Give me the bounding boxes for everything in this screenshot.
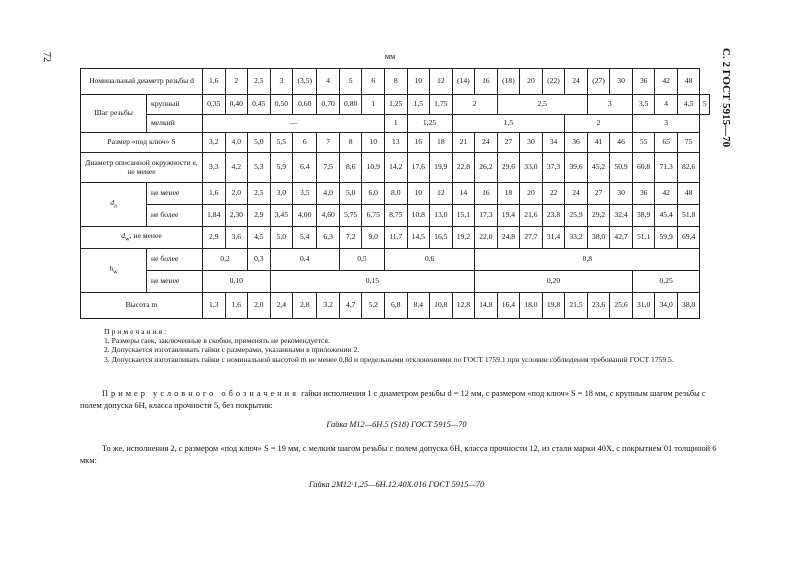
table-cell: 0,10 (203, 271, 271, 293)
table-cell: 19,8 (542, 293, 565, 319)
table-cell: 1,5 (452, 115, 565, 133)
note-item: 2. Допускается изготавливать гайки с размерами, указанными в приложении 2. (104, 345, 360, 355)
table-cell: 5,9 (270, 153, 293, 183)
table-cell: 0,25 (632, 271, 700, 293)
table-cell: 38,0 (587, 227, 610, 249)
table-cell: 1,84 (203, 205, 226, 227)
table-cell: 2 (452, 95, 497, 115)
table-cell: 3 (270, 69, 293, 95)
table-cell: 16 (407, 133, 430, 153)
height-label: Высота m (81, 293, 203, 319)
table-cell: 1 (362, 95, 385, 115)
table-cell: 21,5 (565, 293, 588, 319)
table-cell: 6,8 (385, 293, 408, 319)
table-cell: 5,5 (270, 133, 293, 153)
table-cell: 13 (385, 133, 408, 153)
table-cell: 8,75 (385, 205, 408, 227)
table-cell: 27 (497, 133, 520, 153)
table-cell: 8 (385, 69, 408, 95)
table-cell: 0,8 (475, 249, 700, 271)
table-cell: 38,0 (677, 293, 700, 319)
table-cell: 42,7 (610, 227, 633, 249)
table-cell: 82,6 (677, 153, 700, 183)
pitch-coarse-label: крупный (147, 95, 203, 115)
table-row (81, 227, 710, 249)
notes-block (104, 327, 714, 364)
table-row (81, 95, 710, 115)
table-cell: 14,2 (385, 153, 408, 183)
table-cell: 22 (542, 183, 565, 205)
table-cell: 16 (475, 183, 498, 205)
table-row (81, 153, 710, 183)
table-cell: 5,2 (362, 293, 385, 319)
table-row (81, 133, 710, 153)
table-cell: 0,40 (225, 95, 248, 115)
table-cell: 0,35 (203, 95, 226, 115)
document-header: С. 2 ГОСТ 5915—70 (720, 48, 732, 148)
table-cell: 1,75 (430, 95, 453, 115)
table-cell: 2,5 (248, 69, 271, 95)
table-cell: 36 (632, 183, 655, 205)
table-cell: 1,5 (407, 95, 430, 115)
example-text: гайки исполнения 1 с диаметром резьбы d = 12 мм, с размером «под ключ» S = 18 мм, с крупным шагом резьбы с полем допуска 6Н, класса прочности 5, без покрытия: (80, 389, 706, 410)
table-cell: 2 (225, 69, 248, 95)
table-cell: 10,8 (407, 205, 430, 227)
example-designation: Гайка М12—6Н.5 (S18) ГОСТ 5915—70 (326, 420, 467, 429)
example-lead: Пример условного обозначения (102, 389, 299, 398)
table-cell: 23,8 (542, 205, 565, 227)
table-cell: 5,4 (293, 227, 317, 249)
table-cell: 37,3 (542, 153, 565, 183)
min-label: не менее (147, 183, 203, 205)
table-cell: 30 (520, 133, 543, 153)
note-item: 1. Размеры гаек, заключенные в скобки, применять не рекомендуется. (104, 336, 330, 346)
table-cell: 5,0 (248, 133, 271, 153)
table-cell: 30 (610, 69, 633, 95)
table-cell: 3,45 (270, 205, 293, 227)
table-cell: 24 (475, 133, 498, 153)
table-cell: 7 (317, 133, 340, 153)
table-cell: 0,60 (293, 95, 317, 115)
table-cell: 2,5 (497, 95, 587, 115)
table-cell: 0,70 (317, 95, 340, 115)
table-cell: 75 (677, 133, 700, 153)
table-cell: 3 (587, 95, 632, 115)
table-cell: 12,8 (452, 293, 475, 319)
table-cell: 3 (632, 115, 700, 133)
table-cell: 32,4 (610, 205, 633, 227)
table-cell: 13,0 (430, 205, 453, 227)
table-row (81, 293, 710, 319)
table-cell: 6,3 (317, 227, 340, 249)
table-cell: 50,9 (610, 153, 633, 183)
table-cell: 48 (677, 69, 700, 95)
page-number: 72 (41, 52, 52, 62)
table-cell: 1,3 (203, 293, 226, 319)
table-cell: 5,3 (248, 153, 271, 183)
table-cell: 5 (700, 95, 710, 115)
table-cell: 0,15 (270, 271, 475, 293)
note-item: 3. Допускается изготавливать гайки с номинальной высотой m не менее 0,8d и предельными отклонениями по ГОСТ 1759.1 при условии соблюдения требований ГОСТ 1759.5. (104, 354, 674, 364)
table-cell: 0,45 (248, 95, 271, 115)
table-cell: 3,0 (270, 183, 293, 205)
table-cell: 16,5 (430, 227, 453, 249)
max-label: не более (147, 205, 203, 227)
table-cell: 45,4 (655, 205, 678, 227)
table-cell: 24,8 (497, 227, 520, 249)
table-cell: (22) (542, 69, 565, 95)
table-cell: 41 (587, 133, 610, 153)
table-cell: 0,50 (270, 95, 293, 115)
table-cell: 30 (610, 183, 633, 205)
table-cell: 6,75 (362, 205, 385, 227)
table-cell: 10 (362, 133, 385, 153)
table-cell: 31,0 (632, 293, 655, 319)
table-cell: 59,9 (655, 227, 678, 249)
table-cell: 42 (655, 69, 678, 95)
table-cell: 26,2 (475, 153, 498, 183)
table-row (81, 115, 710, 133)
table-cell: 17,3 (475, 205, 498, 227)
table-cell: 4 (317, 69, 340, 95)
table-cell: 21,6 (520, 205, 543, 227)
table-cell: 45,2 (587, 153, 610, 183)
table-cell: 1 (385, 115, 408, 133)
table-cell: 34,0 (655, 293, 678, 319)
table-cell: 36 (565, 133, 588, 153)
table-cell: 18 (497, 183, 520, 205)
thread-diameter-label: Номинальный диаметр резьбы d (81, 69, 203, 95)
unit-label: мм (385, 52, 396, 61)
table-cell: 1,25 (407, 115, 452, 133)
table-cell: 20 (520, 69, 543, 95)
table-cell: 38,9 (632, 205, 655, 227)
table-cell: 34 (542, 133, 565, 153)
dw-label: $d_w$, не менее (81, 227, 203, 249)
table-cell: 33,2 (565, 227, 588, 249)
circumscribed-diameter-label: Диаметр описанной окружности e, не менее (81, 153, 203, 183)
table-cell: 18,0 (520, 293, 543, 319)
table-cell: 33,0 (520, 153, 543, 183)
table-row (81, 271, 710, 293)
table-cell: 55 (632, 133, 655, 153)
table-cell: 4,00 (293, 205, 317, 227)
table-cell: 31,4 (542, 227, 565, 249)
pitch-label: Шаг резьбы (81, 95, 147, 133)
table-cell: 23,6 (587, 293, 610, 319)
table-cell: 10,9 (362, 153, 385, 183)
table-cell: 1,25 (385, 95, 408, 115)
table-cell: 42 (655, 183, 678, 205)
table-cell: 46 (610, 133, 633, 153)
table-cell: 14 (452, 183, 475, 205)
table-cell: 15,1 (452, 205, 475, 227)
hw-label: $h_w$ (81, 249, 147, 293)
table-cell: 2,5 (248, 183, 271, 205)
table-cell: 10 (407, 69, 430, 95)
table-cell: 2,9 (248, 205, 271, 227)
table-cell: 3,6 (225, 227, 248, 249)
table-cell: 4,0 (317, 183, 340, 205)
table-cell: 3,2 (203, 133, 226, 153)
table-cell: 5,75 (339, 205, 362, 227)
table-cell: 0,20 (475, 271, 633, 293)
table-cell: 0,6 (385, 249, 475, 271)
table-cell: (27) (587, 69, 610, 95)
table-cell: 10 (407, 183, 430, 205)
table-cell: 39,6 (565, 153, 588, 183)
table-cell: 12 (430, 183, 453, 205)
table-cell: (18) (497, 69, 520, 95)
table-cell: 5,0 (270, 227, 293, 249)
notes-heading: Примечания: (104, 327, 169, 336)
table-cell: 7,5 (317, 153, 340, 183)
table-cell: 5 (339, 69, 362, 95)
table-cell: 0,4 (270, 249, 339, 271)
table-cell: 60,8 (632, 153, 655, 183)
table-cell: 16,4 (497, 293, 520, 319)
table-cell: 4,60 (317, 205, 340, 227)
table-cell: 22,8 (452, 153, 475, 183)
table-cell: 20 (520, 183, 543, 205)
table-cell: 11,7 (385, 227, 408, 249)
key-size-label: Размер «под ключ» S (81, 133, 203, 153)
table-cell: 51,1 (632, 227, 655, 249)
table-cell: 3,3 (203, 153, 226, 183)
table-cell: 17,6 (407, 153, 430, 183)
table-cell: 65 (655, 133, 678, 153)
table-cell: 51,8 (677, 205, 700, 227)
table-cell: 29,2 (587, 205, 610, 227)
table-cell: 1,6 (203, 69, 226, 95)
table-row (81, 69, 710, 95)
table-cell: 14,8 (475, 293, 498, 319)
table-cell: 6,4 (293, 153, 317, 183)
table-cell: 69,4 (677, 227, 700, 249)
table-cell: 1,6 (225, 293, 248, 319)
table-cell: 8,0 (385, 183, 408, 205)
table-cell: 71,3 (655, 153, 678, 183)
table-cell: 24 (565, 183, 588, 205)
table-cell: 2,4 (270, 293, 293, 319)
table-cell: 2,30 (225, 205, 248, 227)
table-cell: 1,6 (203, 183, 226, 205)
table-cell: 6 (362, 69, 385, 95)
table-cell: (3,5) (293, 69, 317, 95)
table-cell: 4 (655, 95, 678, 115)
min-label: не менее (147, 271, 203, 293)
table-cell: 5,0 (339, 183, 362, 205)
table-cell: — (203, 115, 385, 133)
table-row (81, 205, 710, 227)
table-cell: 29,6 (497, 153, 520, 183)
dimensions-table (80, 68, 710, 319)
table-cell: 18 (430, 133, 453, 153)
table-cell: 9,0 (362, 227, 385, 249)
table-cell: 25,6 (610, 293, 633, 319)
table-cell: 0,2 (203, 249, 248, 271)
table-cell: 25,9 (565, 205, 588, 227)
da-label: $d_a$ (81, 183, 147, 227)
table-cell: 8,4 (407, 293, 430, 319)
table-cell: 8,6 (339, 153, 362, 183)
example-designation: Гайка 2М12·1,25—6Н.12.40Х.016 ГОСТ 5915—70 (308, 480, 485, 489)
example-paragraph: То же, исполнения 2, с размером «под ключ» S = 19 мм, с мелким шагом резьбы с полем допуска 6Н, класса прочности 12, из стали марки 40Х, с покрытием 01 толщиной 6 мкм: (80, 444, 717, 465)
table-cell: 8 (339, 133, 362, 153)
table-cell: 12 (430, 69, 453, 95)
table-cell: 19,4 (497, 205, 520, 227)
example-paragraph (80, 388, 720, 412)
table-cell: 3,5 (632, 95, 655, 115)
table-cell: 6 (293, 133, 317, 153)
table-row (81, 249, 710, 271)
table-cell: 3,2 (317, 293, 340, 319)
pitch-fine-label: мелкий (147, 115, 203, 133)
table-cell: 10,8 (430, 293, 453, 319)
table-cell: 2,0 (248, 293, 271, 319)
max-label: не более (147, 249, 203, 271)
table-cell: 4,5 (248, 227, 271, 249)
table-cell: 2 (565, 115, 633, 133)
table-cell: 0,80 (339, 95, 362, 115)
table-cell: 24 (565, 69, 588, 95)
table-cell: 4,7 (339, 293, 362, 319)
table-cell: 3,5 (293, 183, 317, 205)
table-cell: 4,5 (677, 95, 700, 115)
table-cell: 22,0 (475, 227, 498, 249)
table-cell: 14,5 (407, 227, 430, 249)
table-cell: 2,0 (225, 183, 248, 205)
table-cell: (14) (452, 69, 475, 95)
table-cell: 0,3 (248, 249, 271, 271)
table-cell: 6,0 (362, 183, 385, 205)
table-cell: 16 (475, 69, 498, 95)
table-cell: 4,2 (225, 153, 248, 183)
table-cell: 19,2 (452, 227, 475, 249)
table-cell: 0,5 (339, 249, 384, 271)
table-cell: 7,2 (339, 227, 362, 249)
table-cell: 36 (632, 69, 655, 95)
table-cell: 4,0 (225, 133, 248, 153)
table-cell: 2,9 (203, 227, 226, 249)
table-cell: 19,9 (430, 153, 453, 183)
table-row (81, 183, 710, 205)
table-cell: 2,8 (293, 293, 317, 319)
table-cell: 21 (452, 133, 475, 153)
table-cell: 27 (587, 183, 610, 205)
table-cell: 27,7 (520, 227, 543, 249)
table-cell: 48 (677, 183, 700, 205)
